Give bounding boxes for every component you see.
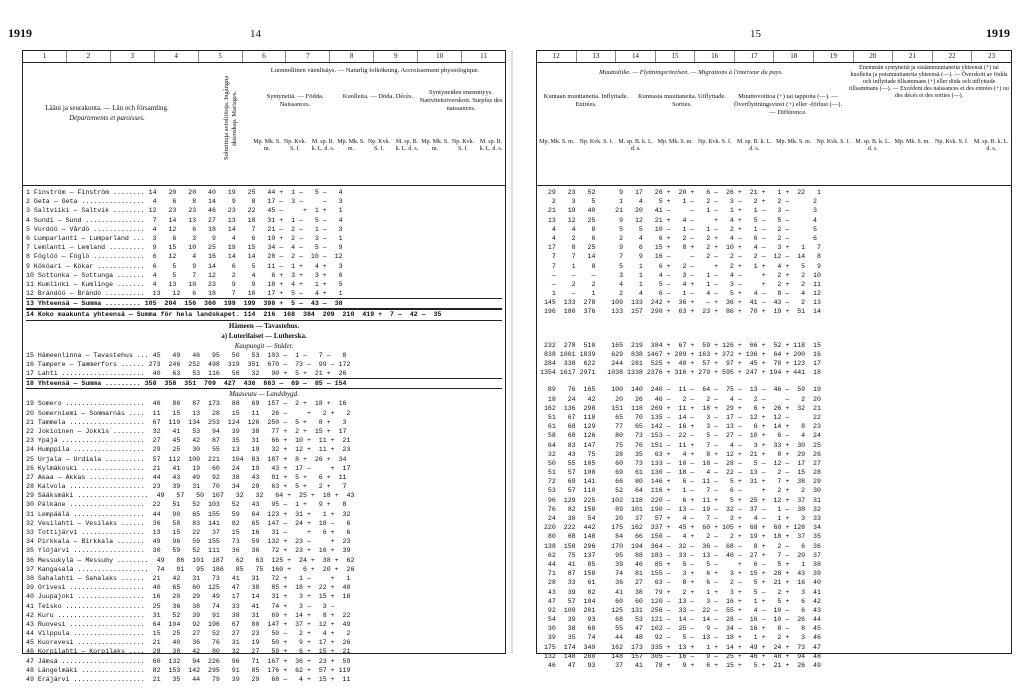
table-row: 22 Jokioinen — Jokkis ........ 32 41 53 94 39 38 77 + 2 + 15 + 17 xyxy=(26,427,347,435)
table-row: 48 Längelmäki ................ 82 153 142 295 91 85 176 + 62 + 57 + 119 xyxy=(26,666,351,674)
table-row: 35 Ylöjärvi .................. 30 59 52 111 36 36 72 + 23 + 16 + 39 xyxy=(26,547,351,555)
table-row: 42 Kuru ...................... 31 52 39 91 38 31 69 + 14 + 8 + 22 xyxy=(26,611,351,619)
table-row: 45 Kuorevesi ................. 21 40 36 76 31 19 50 + 9 + 17 + 26 xyxy=(26,639,351,647)
table-row: 7 7 14 7 9 16 — — 2 — 2 — 2 — 12 — 14 8 xyxy=(540,253,821,261)
table-row xyxy=(540,325,1008,333)
table-row: 39 Orivesi ................... 40 65 60 125 47 38 85 + 18 + 22 + 40 xyxy=(26,584,351,592)
table-row: 132 148 280 148 157 305 — 16 — 9 — 25 + 46 + 48 + 94 48 xyxy=(540,652,821,660)
deaths-header: Kuolleita. — Döda. Décès. xyxy=(342,93,414,100)
table-row: 46 Korpilahti — Korpilaks .... 28 38 42 80 32 27 59 + 6 + 15 + 21 xyxy=(26,648,351,656)
column-number: 2 xyxy=(67,51,111,62)
column-number: 12 xyxy=(537,51,577,62)
subheader-cell: Np. Kvk. S. f. xyxy=(934,139,969,145)
table-row: Maaseutu — Landsbygd. xyxy=(229,390,299,399)
table-row: Hämeen — Tavastehus. xyxy=(228,321,300,330)
table-row: 145 133 278 109 133 242 + 36 + — + 36 + 41 — 43 — 2 13 xyxy=(540,299,821,307)
table-row: 1 Finström — Finström ........ 14 20 20 40 19 25 44 + 1 — 5 — 4 xyxy=(26,189,343,196)
table-row: 162 136 298 151 118 269 + 11 + 18 + 29 + 6 + 26 + 32 21 xyxy=(540,404,821,412)
table-row: 76 82 158 89 101 190 — 13 — 19 — 32 — 37 — 1 — 38 32 xyxy=(540,505,821,513)
right-table-header xyxy=(537,63,1011,186)
table-row: 72 69 141 66 80 146 + 6 — 11 — 5 + 31 + 7 + 38 29 xyxy=(540,478,821,486)
net-migration-header: Muuttovoittoa (+) tai tappiota (—). — Överflyttningsvinst (+) eller -förlust (—). — Différence. xyxy=(733,93,843,116)
migration-header: Muuttoliike. — Flyttningsrörelsen. — Migrations à l'intérieur du pays. xyxy=(599,69,783,76)
left-subheaders xyxy=(253,139,505,153)
table-row: 23 Ypäjä ..................... 27 45 42 87 35 31 66 + 10 + 11 + 21 xyxy=(26,437,351,445)
table-row: 38 Sahalahti — Sahalaks ...... 21 42 31 73 41 31 72 + 1 — + 1 xyxy=(26,574,351,582)
subheader-cell: Np. Kvk. S. f. xyxy=(283,139,307,152)
column-number: 18 xyxy=(774,51,814,62)
year-left: 1919 xyxy=(8,26,32,40)
right-column-numbers xyxy=(537,51,1011,63)
table-row: 13 Yhteensä — Summa ......... 105 204 156 360 199 199 398 + 5 — 43 — 38 xyxy=(26,298,502,309)
surplus-header: Syntyneiden enemmyys. Nativitetsöverskott. Surplus des naissances. xyxy=(419,89,503,112)
table-row: 62 75 137 95 88 183 — 33 — 13 — 46 — 27 + 7 — 20 37 xyxy=(540,551,821,559)
left-column-numbers xyxy=(23,51,505,63)
subheader-cell: Mp. Mk. S. m. xyxy=(539,139,575,145)
column-number: 5 xyxy=(199,51,243,62)
subheader-cell: Mp. Mk. S. m. xyxy=(253,139,281,152)
table-row: 28 33 61 36 27 63 — 8 + 6 — 2 — 5 + 21 + 16 40 xyxy=(540,579,821,587)
table-row: 17 8 25 9 6 15 + 8 + 2 + 10 + 4 — 3 + 1 7 xyxy=(540,244,821,252)
table-row: 196 180 376 133 157 290 + 63 + 23 + 86 + 70 + 19 + 51 14 xyxy=(540,308,821,316)
table-row: 96 129 225 102 118 220 — 6 + 11 + 5 + 25 + 12 + 37 31 xyxy=(540,496,821,504)
table-row: 50 55 105 60 73 133 — 10 — 18 — 28 — 5 — 12 — 17 27 xyxy=(540,459,821,467)
right-table-body xyxy=(537,186,1011,670)
column-number: 22 xyxy=(933,51,973,62)
subheader-cell: M. sp. B. k. L. d. s. xyxy=(618,139,654,152)
table-row: 30 Pälkäne ................... 22 51 52 103 52 43 95 — 1 + 9 + 8 xyxy=(26,501,347,509)
table-row: 64 83 147 75 76 151 — 11 + 7 — 4 — 3 + 33 + 30 25 xyxy=(540,441,821,449)
table-row: 32 Vesilahti — Vesilaks ...... 36 58 83 141 82 65 147 — 24 + 18 — 6 xyxy=(26,519,351,527)
column-number: 19 xyxy=(814,51,854,62)
right-subheaders xyxy=(537,139,1011,153)
table-row: 838 1001 1839 629 838 1467 + 209 + 163 + 372 + 136 + 64 + 200 16 xyxy=(540,350,821,358)
subheader-cell: M. sp. B. k. L. d. s. xyxy=(855,139,891,152)
column-number: 14 xyxy=(616,51,656,62)
page-spine xyxy=(511,50,513,654)
table-row: 11 Kumlinki — Kumlinge ....... 4 13 10 23 9 9 18 + 4 + 1 + 5 xyxy=(26,280,343,288)
column-number: 4 xyxy=(155,51,199,62)
table-row: 25 Urjala — Urdiala .......... 57 112 109 221 104 83 187 + 8 + 26 + 34 xyxy=(26,455,347,463)
table-row: 36 Messukylä — Messuby ........ 49 86 101 187 62 63 125 + 24 + 38 + 62 xyxy=(26,556,355,564)
table-row: 2 Geta — Geta ................ 4 6 8 14 9 8 17 — 3 — — 3 xyxy=(26,198,343,206)
table-row: 138 158 296 170 194 364 — 32 — 36 — 68 — 8 + 2 — 6 36 xyxy=(540,542,821,550)
table-row: 21 19 40 21 20 41 — — 1 — 1 + 1 — 3 — 3 xyxy=(540,207,817,215)
column-number: 8 xyxy=(330,51,374,62)
column-number: 23 xyxy=(988,52,996,60)
table-row: 28 Kalvola ................... 23 39 31 70 34 29 63 + 5 + 2 + 7 xyxy=(26,483,347,491)
table-row xyxy=(540,317,1008,325)
subheader-cell: M. sp. B. k. L. d. s. xyxy=(395,139,419,152)
table-row: 92 109 201 125 131 256 — 33 — 22 — 55 + 4 — 10 — 6 43 xyxy=(540,606,821,614)
table-row: 24 Humppila .................. 29 25 30 55 13 19 32 + 12 + 11 + 23 xyxy=(26,446,351,454)
table-row: 47 57 104 60 60 120 — 13 — 3 — 16 + 1 + 5 + 6 42 xyxy=(540,597,821,605)
table-row: 4 Sundi — Sund ............... 7 14 13 27 13 18 31 + 1 — 5 — 4 xyxy=(26,216,343,224)
natural-increase-header: Luonnollinen väenlisäys. — Naturlig folkökning. Accroissement physiologique. xyxy=(270,67,480,74)
table-row: a) Luterilaiset — Lutherska. xyxy=(221,331,307,340)
table-row: 175 174 349 162 173 335 + 13 + 1 + 14 + 49 + 24 + 73 47 xyxy=(540,643,821,651)
table-row: 44 Vilppula .................. 15 25 27 52 27 23 50 — 2 + 4 + 2 xyxy=(26,630,351,638)
table-row: 29 Sääksmäki .................. 49 57 50 107 32 32 64 + 25 + 18 + 43 xyxy=(26,492,355,500)
subheader-cell: M. sp. B. k. L. d. s. xyxy=(736,139,772,152)
table-row: 14 Koko maakunta yhteensä — Summa för hela landskapet. 114 216 168 384 209 210 419 + 7 — 42 — 35 xyxy=(26,309,502,320)
total-excess-header: Enemmän syntyneitä ja sisäänmuuttaneita yhteensä (+) tai kuolleita ja poismuuttaneita yhteensä (—). — Överskott av födda och inflyttade tillsammans (+) eller döda och utflyttade tillsammans (—). — Excédent des naissances et des entrées (+) ou des décès et des sorties (—). xyxy=(849,65,1009,99)
table-row: 18 24 42 20 26 46 — 2 — 2 — 4 — 2 — — 2 20 xyxy=(540,395,821,403)
column-number: 16 xyxy=(695,51,735,62)
table-row: 5 Vordöö — Vårdö ............. 4 12 6 18 14 7 21 — 2 — 1 — 3 xyxy=(26,225,343,233)
table-row: 27 Akaa — Akkas .............. 44 43 49 92 38 43 81 + 5 + 6 + 11 xyxy=(26,473,347,481)
table-row: 71 87 158 74 81 155 — 3 + 6 + 3 + 15 + 28 + 43 39 xyxy=(540,570,821,578)
table-row: 10 Sottunka — Sottunga ....... 4 5 7 12 2 4 6 + 3 + 3 + 6 xyxy=(26,271,343,279)
subheader-cell: Np. Kvk. S. f. xyxy=(697,139,732,145)
left-table-body xyxy=(23,186,505,684)
column-number: 3 xyxy=(111,51,155,62)
table-row: 19 Somero .................... 46 86 87 173 88 69 157 — 2 + 18 + 16 xyxy=(26,400,347,408)
table-row xyxy=(540,377,1008,385)
table-row xyxy=(540,333,1008,341)
table-row: — — — 3 1 4 — 3 — 1 — 4 — + 2 + 2 10 xyxy=(540,271,821,279)
subheader-cell: Np. Kvk. S. f. xyxy=(367,139,391,152)
left-table-header xyxy=(23,63,505,186)
table-row: 15 Hämeenlinna — Tavastehus ... 45 49 46 95 50 53 103 — 1 — 7 — 8 xyxy=(26,351,347,359)
table-row: 32 43 75 28 35 63 + 4 + 8 + 12 + 21 + 8 + 29 26 xyxy=(540,450,821,458)
table-row: 34 Pirkkala — Birkkala ....... 49 96 59 155 73 59 132 + 23 — + 23 xyxy=(26,538,351,546)
table-row: 61 68 129 77 65 142 — 16 + 3 — 13 — 6 + 14 + 8 23 xyxy=(540,423,821,431)
left-title-fr: Départements et paroisses. xyxy=(69,114,145,122)
table-row: — 2 2 4 1 5 — 4 + 1 — 3 — + 2 + 2 11 xyxy=(540,280,821,288)
table-row: 29 23 52 9 17 26 + 20 + 6 — 26 + 21 + 1 + 22 1 xyxy=(540,189,821,196)
subheader-cell: Np. Kvk. S. f. xyxy=(816,139,850,145)
column-number: 21 xyxy=(893,51,933,62)
table-row: 46 47 93 37 41 78 + 9 + 6 + 15 + 5 + 21 + 26 49 xyxy=(540,662,821,669)
table-row: 43 Ruovesi ................... 64 104 92 196 67 80 147 + 37 + 12 + 49 xyxy=(26,620,351,628)
table-row: 24 30 54 20 37 57 + 4 — 7 — 3 + 4 — 1 + 3 33 xyxy=(540,515,821,522)
table-row: 89 76 165 100 140 240 — 11 — 64 — 75 — 13 — 46 — 59 19 xyxy=(540,386,821,394)
table-row: 1 — 1 2 4 6 — 1 — 4 — 5 + 4 — 8 — 4 12 xyxy=(540,290,821,298)
table-row: 18 Yhteensä — Summa ......... 358 358 351 709 427 436 863 — 69 — 85 — 154 xyxy=(26,378,502,389)
column-number: 6 xyxy=(243,51,287,62)
left-title-fi: Lääni ja seurakunta. — Län och församling. xyxy=(45,104,169,112)
table-row: 21 Tammela ................... 67 119 134 253 124 126 250 — 5 + 8 + 3 xyxy=(26,418,347,426)
table-row: 16 Tampere — Tammerfors ...... 273 246 252 498 319 351 670 — 73 — 99 — 172 xyxy=(26,360,351,368)
column-number: 17 xyxy=(735,51,775,62)
subheader-cell: Np. Kvk. S. f. xyxy=(451,139,475,152)
column-number: 20 xyxy=(854,51,894,62)
page-number-right: 15 xyxy=(750,28,761,40)
table-row: 9 Kököari — Kökar ............ 6 5 9 14 6 5 11 — 1 + 4 + 3 xyxy=(26,262,343,270)
subheader-cell: Mp. Mk. S. m. xyxy=(776,139,812,145)
table-row: 49 Eräjärvi .................. 21 35 44 79 39 29 68 — 4 + 15 + 11 xyxy=(26,676,351,683)
table-row: 232 278 510 165 219 384 + 67 + 59 + 126 + 66 + 52 + 118 15 xyxy=(540,341,821,349)
table-row: 13 12 25 9 12 21 + 4 — + 4 + 5 — 5 — 4 xyxy=(540,216,817,224)
table-row: 6 Lumparlanti — Lumparland ... 3 6 3 9 4 6 10 + 2 — 3 — 1 xyxy=(26,234,343,242)
subheader-cell: Mp. Mk. S. m. xyxy=(657,139,693,145)
table-row: 44 41 85 39 46 85 + 5 — 5 — + 6 — 5 + 1 38 xyxy=(540,560,821,568)
table-row: 43 39 82 41 38 79 + 2 + 1 + 3 + 5 — 2 + 3 41 xyxy=(540,588,821,596)
table-row: 7 Lemlanti — Lemland ......... 9 15 10 25 19 15 34 — 4 — 5 — 9 xyxy=(26,244,343,252)
table-row: 41 Teisko .................... 25 36 38 74 33 41 74 + 3 — 3 — xyxy=(26,602,335,610)
column-number: 10 xyxy=(418,51,462,62)
table-row: 220 222 442 175 162 337 + 45 + 60 + 105 + 68 + 60 + 128 34 xyxy=(540,524,821,532)
table-row: 30 38 68 55 47 102 — 25 — 9 — 34 — 16 + 8 — 8 45 xyxy=(540,625,821,633)
births-header: Syntyneitä. — Födda. Naissances. xyxy=(266,93,324,108)
table-row: 47 Jämsä ..................... 60 132 94 226 96 71 167 + 36 + 23 + 59 xyxy=(26,657,351,665)
column-number: 1 xyxy=(23,51,67,62)
left-page xyxy=(22,50,506,683)
table-row: 40 Juupajoki ................. 16 20 29 49 17 14 31 + 3 + 15 + 18 xyxy=(26,593,351,601)
table-row: 4 4 8 5 5 10 — 1 — 1 — 2 + 1 — 2 — 5 xyxy=(540,225,817,233)
table-row: 7 1 8 5 1 6 + 2 — + 2 + 1 + 4 + 5 9 xyxy=(540,262,821,270)
subheader-cell: Np. Kvk. S. f. xyxy=(579,139,613,145)
subheader-cell: Mp. Mk. S. m. xyxy=(894,139,930,145)
entries-header: Kuntaan muuttaneita. Inflyttade. Entrées. xyxy=(543,93,629,108)
table-row: 2 3 5 1 4 5 + 1 — 2 — 3 — 2 + 2 — 2 xyxy=(540,198,817,206)
table-row: 51 67 118 65 70 135 — 14 — 3 — 17 — 12 + 12 — 22 xyxy=(540,413,821,421)
table-row: 12 Brändöö — Brändö .......... 13 12 6 18 7 10 17 + 5 — 4 + 1 xyxy=(26,290,343,298)
right-page xyxy=(536,50,1012,669)
subheader-cell: Mp. Mk. S. m. xyxy=(337,139,365,152)
subheader-cell: M. sp. B. k. L. d. s. xyxy=(479,139,503,152)
marriages-header: Solmittuja avioliittoja. Ingångna äktenskap. Mariages. xyxy=(223,75,238,161)
table-row: 37 Kangasala .................. 74 91 95 186 85 75 160 + 6 + 20 + 26 xyxy=(26,565,355,573)
table-row: 3 Saltviiki — Saltvik ........ 12 23 23 46 23 22 45 — + 1 + 1 xyxy=(26,207,343,215)
table-row: 39 35 74 44 48 92 — 5 — 13 — 18 + 1 + 2 + 3 46 xyxy=(540,634,821,642)
column-number: 9 xyxy=(374,51,418,62)
table-row: 1354 1617 2971 1038 1338 2376 + 316 + 279 + 595 + 247 + 194 + 441 18 xyxy=(540,369,821,377)
page-number-left: 14 xyxy=(250,28,261,40)
column-number: 11 xyxy=(480,52,487,60)
table-row: 26 Kylmäkoski ................ 21 41 19 60 24 19 43 + 17 — + 17 xyxy=(26,464,351,472)
column-number: 7 xyxy=(286,51,330,62)
year-right: 1919 xyxy=(986,26,1010,40)
table-row: 20 Somerniemi — Sommarnäs .... 11 15 13 28 15 11 26 — + 2 + 2 xyxy=(26,409,351,417)
subheader-cell: M. sp. B. k. L. d. s. xyxy=(973,139,1009,152)
table-row: 284 338 622 244 281 525 + 40 + 57 + 97 + 45 + 78 + 123 17 xyxy=(540,360,821,367)
table-row: 8 Föglöö — Föglö ............. 6 12 4 16 14 14 28 — 2 — 10 — 12 xyxy=(26,253,343,261)
table-row: 53 57 110 52 64 116 + 1 — 7 — 6 — + 2 + 2 30 xyxy=(540,487,821,495)
table-row: 58 68 126 80 73 153 — 22 — 5 — 27 — 10 + 6 — 4 24 xyxy=(540,432,821,440)
subheader-cell: Mp. Mk. S. m. xyxy=(421,139,449,152)
subheader-cell: M. sp. B. k. L. d. s. xyxy=(311,139,335,152)
column-number: 13 xyxy=(577,51,617,62)
exits-header: Kunnasta muuttaneita. Utflyttade. Sorties. xyxy=(637,93,727,108)
table-row: 4 2 6 2 4 6 + 2 — 2 + 4 — 6 — 2 — 6 xyxy=(540,234,817,242)
table-row: 80 68 148 84 66 150 — 4 + 2 — 2 + 19 + 18 + 37 35 xyxy=(540,533,821,541)
table-row: 33 Tottijärvi ................ 13 15 22 37 15 16 31 — + 6 + 6 xyxy=(26,529,351,536)
table-row: 51 57 108 69 61 130 — 18 — 4 — 22 — 13 — 2 — 15 28 xyxy=(540,469,821,477)
column-number: 15 xyxy=(656,51,696,62)
table-row: 17 Lahti ..................... 40 63 53 116 58 32 90 + 5 + 21 + 26 xyxy=(26,370,347,377)
table-row: Kaupungit — Städer. xyxy=(234,341,294,350)
table-row: 54 39 93 68 53 121 — 14 — 14 — 28 — 16 — 10 — 26 44 xyxy=(540,616,821,624)
table-row: 31 Lempäälä .................. 44 90 65 155 59 64 123 + 31 + 1 + 32 xyxy=(26,510,351,518)
